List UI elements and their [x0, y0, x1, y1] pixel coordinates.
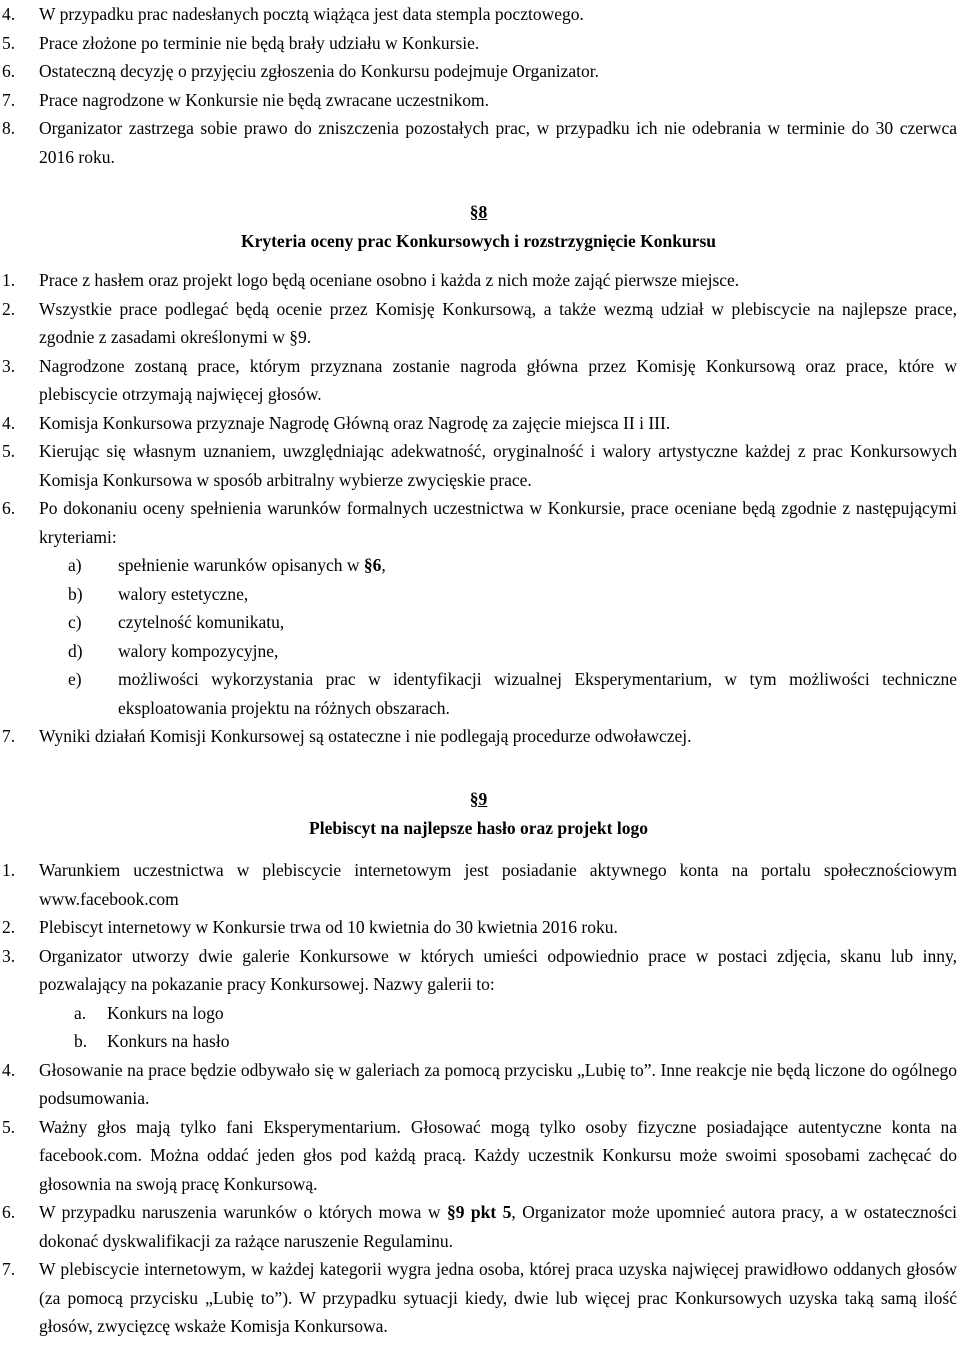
item-text: Organizator zastrzega sobie prawo do zniszczenia pozostałych prac, w przypadku ich nie odebrania w terminie do 30 czerwca 2016 roku. [39, 118, 957, 167]
item-number: 3. [2, 355, 16, 376]
list-item [0, 494, 957, 551]
item-number: 1. [2, 270, 16, 290]
criteria-item [0, 608, 957, 637]
criteria-text: walory estetyczne, [118, 583, 249, 604]
item-number: 1. [2, 860, 16, 880]
section-9-title: Plebiscyt na najlepsze hasło oraz projekt logo [309, 817, 648, 838]
list-item [0, 913, 957, 942]
item-number: 3. [2, 945, 16, 966]
criteria-item [0, 637, 957, 666]
criteria-ref: §6 [363, 555, 382, 575]
item-ref: §9 pkt 5 [446, 1202, 512, 1222]
list-item [0, 29, 957, 58]
criteria-text: walory kompozycyjne, [118, 640, 279, 661]
section-8 [0, 198, 957, 751]
criteria-item [0, 551, 957, 580]
list-item [0, 266, 957, 295]
gallery-item [0, 999, 957, 1028]
list-item [0, 1113, 957, 1199]
criteria-letter: c) [68, 612, 82, 632]
top-list [0, 0, 957, 171]
criteria-item [0, 580, 957, 609]
list-item [0, 942, 957, 999]
item-text: Prace złożone po terminie nie będą brały udziału w Konkursie. [39, 32, 480, 53]
item-text: Głosowanie na prace będzie odbywało się w galeriach za pomocą przycisku „Lubię to”. Inne reakcje nie będą liczone do ogólnego podsumowania. [39, 1059, 957, 1108]
item-text: W przypadku naruszenia warunków o których mowa w [39, 1202, 447, 1222]
list-item [0, 295, 957, 352]
list-item [0, 1198, 957, 1255]
item-text: Wszystkie prace podlegać będą ocenie przez Komisję Konkursową, a także wezmą udział w plebiscycie na najlepsze prace, zgodnie z zasadami określonymi w §9. [39, 298, 957, 347]
item-text: Warunkiem uczestnictwa w plebiscycie internetowym jest posiadanie aktywnego konta na portalu społecznościowym www.facebook.com [39, 860, 957, 909]
item-text: Po dokonaniu oceny spełnienia warunków formalnych uczestnictwa w Konkursie, prace oceniane będą zgodnie z następującymi kryteriami: [39, 498, 957, 547]
item-text: Prace nagrodzone w Konkursie nie będą zwracane uczestnikom. [39, 89, 489, 110]
criteria-text: możliwości wykorzystania prac w identyfikacji wizualnej Eksperymentarium, w tym możliwości techniczne eksploatowania projektu na różnych obszarach. [118, 669, 957, 718]
item-number: 4. [2, 4, 16, 24]
section-symbol: §8 [469, 202, 488, 222]
list-item [0, 0, 957, 29]
item-number: 7. [2, 1259, 16, 1279]
criteria-letter: e) [68, 669, 82, 689]
section-symbol: §9 [469, 789, 488, 809]
section-9-symbol [0, 785, 957, 814]
list-item [0, 856, 957, 913]
item-text: W plebiscycie internetowym, w każdej kategorii wygra jedna osoba, której praca uzyska najwięcej prawidłowo oddanych głosów (za pomocą przycisku „Lubię to”). W przypadku sytuacji kiedy, dwie lub więcej prac Konkursowych uzyska taką samą ilość głosów, zwycięzcę wskaże Komisja Konkursowa. [39, 1259, 957, 1336]
list-item [0, 57, 957, 86]
item-text: Nagrodzone zostaną prace, którym przyznana zostanie nagroda główna przez Komisję Konkursową oraz prace, które w plebiscycie otrzymają najwięcej głosów. [39, 355, 957, 404]
gallery-name: Konkurs na hasło [107, 1031, 230, 1051]
list-item [0, 114, 957, 171]
item-number: 5. [2, 441, 16, 461]
section-9 [0, 785, 957, 1341]
item-text: Komisja Konkursowa przyznaje Nagrodę Główną oraz Nagrodę za zajęcie miejsca II i III. [39, 412, 671, 433]
list-item [0, 86, 957, 115]
item-text: W przypadku prac nadesłanych pocztą wiążąca jest data stempla pocztowego. [39, 4, 584, 24]
item-number: 6. [2, 61, 16, 81]
gallery-item [0, 1027, 957, 1056]
item-text: Ostateczną decyzję o przyjęciu zgłoszenia do Konkursu podejmuje Organizator. [39, 61, 599, 81]
list-item [0, 437, 957, 494]
gallery-letter: a. [74, 1002, 87, 1023]
list-item [0, 409, 957, 438]
criteria-text: czytelność komunikatu, [118, 612, 285, 632]
criteria-letter: b) [68, 583, 83, 604]
item-number: 5. [2, 32, 16, 53]
section-8-title: Kryteria oceny prac Konkursowych i rozstrzygnięcie Konkursu [240, 230, 717, 251]
list-item [0, 352, 957, 409]
item-number: 4. [2, 1059, 16, 1080]
item-text: Wyniki działań Komisji Konkursowej są ostateczne i nie podlegają procedurze odwoławczej. [39, 726, 692, 746]
item-number: 4. [2, 412, 16, 433]
item-number: 8. [2, 118, 16, 138]
criteria-letter: a) [68, 555, 82, 575]
item-number: 7. [2, 89, 16, 110]
criteria-text: spełnienie warunków opisanych w [118, 555, 364, 575]
list-item [0, 1255, 957, 1341]
item-text: Plebiscyt internetowy w Konkursie trwa od 10 kwietnia do 30 kwietnia 2016 roku. [39, 917, 618, 937]
section-8-symbol [0, 198, 957, 227]
list-item [0, 722, 957, 751]
item-text: Ważny głos mają tylko fani Eksperymentarium. Głosować mogą tylko osoby fizyczne posiadające autentyczne konta na facebook.com. Można oddać jeden głos pod każdą pracą. Każdy uczestnik Konkursu może swoimi sposobami zachęcać do głosownia na swoją pracę Konkursową. [39, 1116, 957, 1194]
item-text: Organizator utworzy dwie galerie Konkursowe w których umieści odpowiednio prace w postaci zdjęcia, skanu lub inny, pozwalający na pokazanie pracy Konkursowej. Nazwy galerii to: [39, 945, 957, 994]
gallery-letter: b. [74, 1031, 88, 1051]
item-text: Kierując się własnym uznaniem, uwzględniając adekwatność, oryginalność i walory artystyczne każdej z prac Konkursowych Komisja Konkursowa w sposób arbitralny wybierze zwycięskie prace. [39, 441, 957, 490]
item-number: 2. [2, 298, 16, 319]
criteria-item [0, 665, 957, 722]
item-text: Prace z hasłem oraz projekt logo będą oceniane osobno i każda z nich może zająć pierwsze miejsce. [39, 270, 740, 290]
criteria-letter: d) [68, 640, 83, 661]
gallery-name: Konkurs na logo [107, 1002, 224, 1023]
list-item [0, 1056, 957, 1113]
item-number: 5. [2, 1116, 16, 1137]
item-text-end: , Organizator może upomnieć autora pracy, a w ostateczności dokonać dyskwalifikacji za rażące naruszenie Regulaminu. [39, 1202, 957, 1251]
item-number: 7. [2, 726, 16, 746]
criteria-text-end: , [381, 555, 386, 575]
item-number: 6. [2, 1202, 16, 1222]
item-number: 2. [2, 917, 16, 937]
item-number: 6. [2, 498, 16, 518]
